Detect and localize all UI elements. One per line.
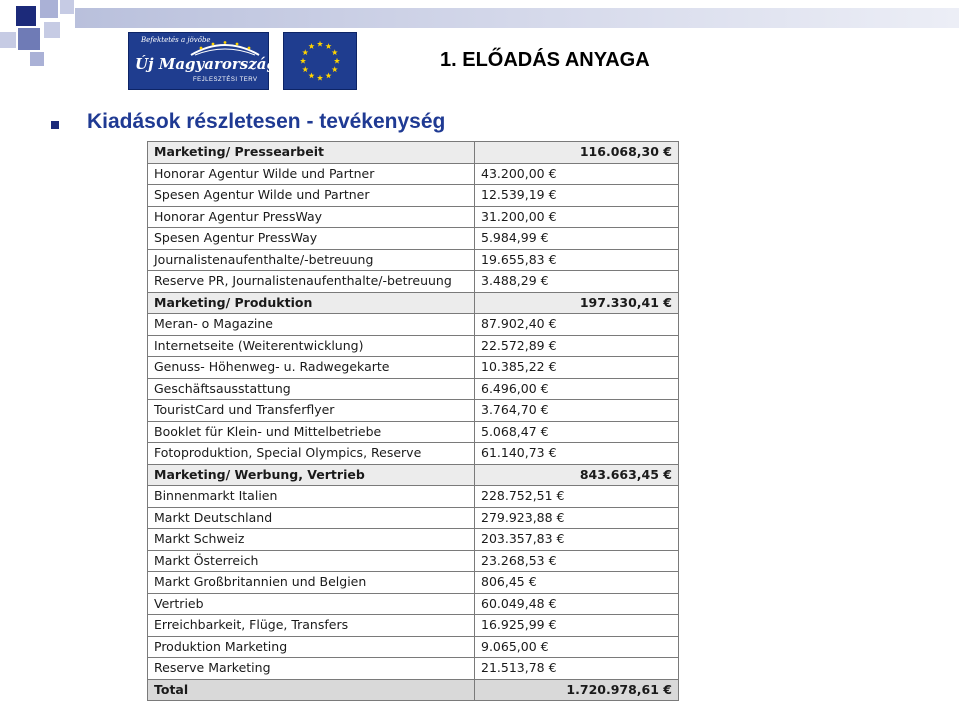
row-amount: 806,45 € [475, 572, 679, 594]
table-row [148, 572, 679, 594]
section-name: Marketing/ Werbung, Vertrieb [148, 464, 475, 486]
row-amount: 9.065,00 € [475, 636, 679, 658]
eu-star [332, 66, 338, 72]
row-label: Honorar Agentur PressWay [148, 206, 475, 228]
row-amount: 19.655,83 € [475, 249, 679, 271]
table-row [148, 185, 679, 207]
row-amount: 61.140,73 € [475, 443, 679, 465]
table-row [148, 400, 679, 422]
header-band [75, 8, 959, 28]
table-row [148, 550, 679, 572]
table-row [148, 507, 679, 529]
row-label: Journalistenaufenthalte/-betreuung [148, 249, 475, 271]
expenses-table [147, 141, 679, 701]
table-row [148, 206, 679, 228]
row-amount: 5.068,47 € [475, 421, 679, 443]
row-amount: 23.268,53 € [475, 550, 679, 572]
table-row [148, 163, 679, 185]
square-bullet-icon [51, 121, 59, 129]
row-label: Internetseite (Weiterentwicklung) [148, 335, 475, 357]
table-row [148, 378, 679, 400]
section-name: Marketing/ Pressearbeit [148, 142, 475, 164]
total-label: Total [148, 679, 475, 701]
row-label: Markt Großbritannien und Belgien [148, 572, 475, 594]
row-label: TouristCard und Transferflyer [148, 400, 475, 422]
eu-star [334, 58, 340, 64]
row-amount: 31.200,00 € [475, 206, 679, 228]
section-header-row [148, 142, 679, 164]
logo-brand: Új Magyarország [135, 55, 277, 73]
logo-subtext: FEJLESZTÉSI TERV [193, 77, 258, 83]
uj-magyarorszag-logo [128, 32, 277, 90]
row-amount: 3.764,70 € [475, 400, 679, 422]
row-label: Honorar Agentur Wilde und Partner [148, 163, 475, 185]
row-amount: 12.539,19 € [475, 185, 679, 207]
table-row [148, 335, 679, 357]
total-amount: 1.720.978,61 € [475, 679, 679, 701]
row-amount: 60.049,48 € [475, 593, 679, 615]
eu-flag-icon [283, 32, 357, 90]
section-header-row [148, 292, 679, 314]
row-label: Spesen Agentur Wilde und Partner [148, 185, 475, 207]
row-label: Markt Österreich [148, 550, 475, 572]
row-amount: 10.385,22 € [475, 357, 679, 379]
row-amount: 22.572,89 € [475, 335, 679, 357]
table-row [148, 593, 679, 615]
eu-star [308, 43, 314, 49]
row-label: Booklet für Klein- und Mittelbetriebe [148, 421, 475, 443]
logo-tagline: Befektetés a jövőbe [141, 36, 211, 44]
row-label: Erreichbarkeit, Flüge, Transfers [148, 615, 475, 637]
section-total: 843.663,45 € [475, 464, 679, 486]
row-amount: 3.488,29 € [475, 271, 679, 293]
slide-title: 1. ELŐADÁS ANYAGA [440, 49, 650, 71]
row-amount: 6.496,00 € [475, 378, 679, 400]
section-name: Marketing/ Produktion [148, 292, 475, 314]
table-row [148, 228, 679, 250]
row-label: Reserve PR, Journalistenaufenthalte/-betreuung [148, 271, 475, 293]
row-amount: 228.752,51 € [475, 486, 679, 508]
row-amount: 203.357,83 € [475, 529, 679, 551]
row-amount: 16.925,99 € [475, 615, 679, 637]
row-label: Spesen Agentur PressWay [148, 228, 475, 250]
row-amount: 279.923,88 € [475, 507, 679, 529]
eu-star [332, 49, 338, 55]
row-label: Markt Deutschland [148, 507, 475, 529]
row-amount: 5.984,99 € [475, 228, 679, 250]
eu-star [302, 66, 308, 72]
eu-star [317, 75, 323, 81]
section-total: 116.068,30 € [475, 142, 679, 164]
row-label: Geschäftsausstattung [148, 378, 475, 400]
row-label: Markt Schweiz [148, 529, 475, 551]
eu-star [325, 43, 331, 49]
section-header-row [148, 464, 679, 486]
table-row [148, 529, 679, 551]
table-row [148, 421, 679, 443]
table-row [148, 615, 679, 637]
eu-star [308, 73, 314, 79]
row-label: Produktion Marketing [148, 636, 475, 658]
section-subtitle: Kiadások részletesen - tevékenység [87, 110, 446, 133]
table-row [148, 271, 679, 293]
row-label: Fotoproduktion, Special Olympics, Reserve [148, 443, 475, 465]
total-row [148, 679, 679, 701]
table-row [148, 486, 679, 508]
section-total: 197.330,41 € [475, 292, 679, 314]
row-amount: 43.200,00 € [475, 163, 679, 185]
row-amount: 87.902,40 € [475, 314, 679, 336]
row-label: Meran- o Magazine [148, 314, 475, 336]
row-label: Vertrieb [148, 593, 475, 615]
row-label: Genuss- Höhenweg- u. Radwegekarte [148, 357, 475, 379]
row-label: Binnenmarkt Italien [148, 486, 475, 508]
table-row [148, 443, 679, 465]
eu-star [317, 41, 323, 47]
row-amount: 21.513,78 € [475, 658, 679, 680]
row-label: Reserve Marketing [148, 658, 475, 680]
table-row [148, 249, 679, 271]
table-row [148, 658, 679, 680]
table-row [148, 636, 679, 658]
eu-star [325, 73, 331, 79]
eu-star [302, 49, 308, 55]
table-row [148, 357, 679, 379]
table-row [148, 314, 679, 336]
eu-star [300, 58, 306, 64]
